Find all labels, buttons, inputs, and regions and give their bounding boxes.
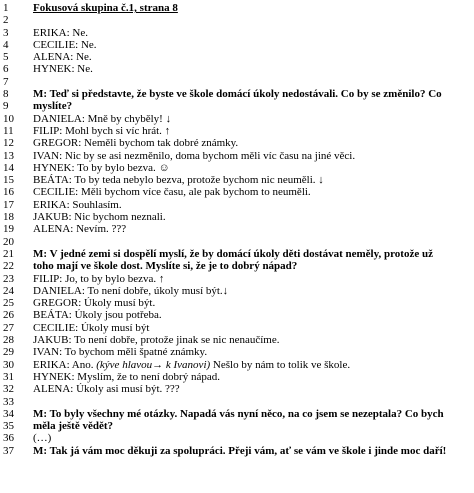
text-segment: CECILIE: Měli bychom více času, ale pak bychom to neuměli. xyxy=(33,186,311,199)
line-number: 13 xyxy=(3,149,14,162)
line-text xyxy=(33,125,474,137)
transcript-line xyxy=(0,297,474,309)
line-text xyxy=(33,39,474,51)
transcript-line xyxy=(0,248,474,260)
line-number: 23 xyxy=(3,272,14,285)
text-segment: toho mají ve škole dost. Myslíte si, že je to dobrý nápad? xyxy=(33,260,298,273)
line-text xyxy=(33,309,474,321)
text-segment: CECILIE: Úkoly musí být xyxy=(33,321,150,334)
text-segment: HYNEK: Myslím, že to není dobrý nápad. xyxy=(33,370,220,383)
line-number: 1 xyxy=(3,2,9,14)
transcript-line xyxy=(0,162,474,174)
line-text xyxy=(33,199,474,211)
line-number: 35 xyxy=(3,420,14,433)
transcript-line xyxy=(0,51,474,63)
text-segment: JAKUB: To není dobře, protože jinak se nic nenaučíme. xyxy=(33,334,280,347)
transcript-line xyxy=(0,137,474,149)
text-segment: CECILIE: Ne. xyxy=(33,38,97,51)
transcript-line xyxy=(0,113,474,125)
line-number: 18 xyxy=(3,211,14,224)
line-number: 25 xyxy=(3,297,14,310)
transcript-line xyxy=(0,174,474,186)
text-segment: HYNEK: Ne. xyxy=(33,63,93,76)
line-number: 5 xyxy=(3,51,9,64)
transcript-line xyxy=(0,199,474,211)
document-title: Fokusová skupina č.1, strana 8 xyxy=(33,2,178,14)
transcript-line xyxy=(0,396,474,408)
line-text xyxy=(33,51,474,63)
transcript-line xyxy=(0,211,474,223)
text-segment: IVAN: Nic by se asi nezměnilo, doma bychom měli víc času na jiné věci. xyxy=(33,149,356,162)
line-number: 28 xyxy=(3,334,14,347)
transcript-line xyxy=(0,186,474,198)
transcript-document xyxy=(0,2,474,457)
text-segment: (kýve hlavou→ k Ivanovi) xyxy=(96,358,211,371)
line-number: 11 xyxy=(3,124,14,137)
transcript-line xyxy=(0,273,474,285)
text-segment: ERIKA: Ne. xyxy=(33,26,88,39)
line-number: 10 xyxy=(3,112,14,125)
line-number: 33 xyxy=(3,395,14,408)
line-number: 7 xyxy=(3,75,9,88)
text-segment: FILIP: Jo, to by bylo bezva. ↑ xyxy=(33,272,165,285)
line-number: 22 xyxy=(3,260,14,273)
line-number: 21 xyxy=(3,247,14,260)
line-number: 3 xyxy=(3,26,9,39)
line-text xyxy=(33,334,474,346)
line-number: 19 xyxy=(3,223,14,236)
text-segment: ERIKA: Souhlasím. xyxy=(33,198,122,211)
line-number: 32 xyxy=(3,383,14,396)
transcript-line xyxy=(0,27,474,39)
text-segment: GREGOR: Úkoly musí být. xyxy=(33,297,156,310)
line-number: 17 xyxy=(3,198,14,211)
text-segment: JAKUB: Nic bychom neznali. xyxy=(33,211,166,224)
line-number: 14 xyxy=(3,161,14,174)
line-text xyxy=(33,420,474,432)
text-segment: IVAN: To bychom měli špatné známky. xyxy=(33,346,208,359)
line-number: 26 xyxy=(3,309,14,322)
transcript-line xyxy=(0,420,474,432)
transcript-line xyxy=(0,39,474,51)
transcript-line xyxy=(0,309,474,321)
line-number: 16 xyxy=(3,186,14,199)
line-number: 2 xyxy=(3,14,9,27)
transcript-line xyxy=(0,334,474,346)
transcript-line xyxy=(0,260,474,272)
transcript-line xyxy=(0,236,474,248)
line-text xyxy=(33,273,474,285)
line-text xyxy=(33,359,474,371)
text-segment: M: Teď si představte, že byste ve škole domácí úkoly nedostávali. Co by se změnilo? Co xyxy=(33,88,442,101)
transcript-line xyxy=(0,346,474,358)
transcript-line xyxy=(0,100,474,112)
text-segment: ALENA: Úkoly asi musí být. ??? xyxy=(33,383,180,396)
line-text xyxy=(33,236,474,248)
line-number: 36 xyxy=(3,432,14,445)
transcript-line xyxy=(0,383,474,395)
transcript-line xyxy=(0,322,474,334)
transcript-line xyxy=(0,371,474,383)
line-text xyxy=(33,14,474,26)
text-segment: DANIELA: Mně by chyběly! ↓ xyxy=(33,112,172,125)
line-text xyxy=(33,297,474,309)
text-segment: ALENA: Ne. xyxy=(33,51,92,64)
line-number: 20 xyxy=(3,235,14,248)
text-segment: M: To byly všechny mé otázky. Napadá vás nyní něco, na co jsem se nezeptala? Co bych xyxy=(33,407,444,420)
text-segment: HYNEK: To by bylo bezva. ☺ xyxy=(33,161,170,174)
line-text xyxy=(33,260,474,272)
transcript-line xyxy=(0,285,474,297)
text-segment: ERIKA: Ano. xyxy=(33,358,97,371)
line-text xyxy=(33,76,474,88)
line-text xyxy=(33,285,474,297)
line-text xyxy=(33,383,474,395)
line-number: 24 xyxy=(3,284,14,297)
text-segment: BEÁTA: Úkoly jsou potřeba. xyxy=(33,309,162,322)
line-number: 4 xyxy=(3,38,9,51)
line-text xyxy=(33,396,474,408)
line-number: 12 xyxy=(3,137,14,150)
line-text xyxy=(33,150,474,162)
line-text xyxy=(33,63,474,75)
line-text xyxy=(33,100,474,112)
text-segment: M: V jedné zemi si dospělí myslí, že by domácí úkoly děti dostávat neměly, protože už xyxy=(33,247,433,260)
transcript-line xyxy=(0,150,474,162)
line-text xyxy=(33,137,474,149)
transcript-line xyxy=(0,432,474,444)
line-number: 31 xyxy=(3,370,14,383)
text-segment: měla ještě vědět? xyxy=(33,420,114,433)
transcript-line xyxy=(0,359,474,371)
line-text xyxy=(33,2,474,14)
text-segment: Nešlo by nám to tolik ve škole. xyxy=(210,358,351,371)
line-number: 29 xyxy=(3,346,14,359)
line-text xyxy=(33,445,474,457)
transcript-line xyxy=(0,223,474,235)
line-number: 27 xyxy=(3,321,14,334)
transcript-line xyxy=(0,76,474,88)
transcript-line xyxy=(0,2,474,14)
line-number: 34 xyxy=(3,407,14,420)
text-segment: myslíte? xyxy=(33,100,73,113)
line-number: 6 xyxy=(3,63,9,76)
line-text xyxy=(33,223,474,235)
line-text xyxy=(33,432,474,444)
text-segment: FILIP: Mohl bych si víc hrát. ↑ xyxy=(33,124,171,137)
transcript-line xyxy=(0,14,474,26)
transcript-line xyxy=(0,408,474,420)
line-text xyxy=(33,346,474,358)
line-text xyxy=(33,174,474,186)
text-segment: BEÁTA: To by teda nebylo bezva, protože bychom nic neuměli. ↓ xyxy=(33,174,324,187)
text-segment: (…) xyxy=(33,432,52,445)
line-text xyxy=(33,322,474,334)
text-segment: DANIELA: To není dobře, úkoly musí být.↓ xyxy=(33,284,229,297)
line-text xyxy=(33,408,474,420)
line-number: 30 xyxy=(3,358,14,371)
line-text xyxy=(33,211,474,223)
transcript-line xyxy=(0,88,474,100)
line-text xyxy=(33,27,474,39)
line-text xyxy=(33,371,474,383)
line-number: 37 xyxy=(3,444,14,457)
transcript-line xyxy=(0,445,474,457)
line-number: 8 xyxy=(3,88,9,101)
line-text xyxy=(33,162,474,174)
text-segment: M: Tak já vám moc děkuji za spolupráci. Přeji vám, ať se vám ve škole i jinde moc daří! xyxy=(33,444,447,457)
transcript-line xyxy=(0,125,474,137)
transcript-line xyxy=(0,63,474,75)
line-text xyxy=(33,88,474,100)
line-text xyxy=(33,248,474,260)
text-segment: ALENA: Nevím. ??? xyxy=(33,223,127,236)
text-segment: GREGOR: Neměli bychom tak dobré známky. xyxy=(33,137,239,150)
line-text xyxy=(33,113,474,125)
line-text xyxy=(33,186,474,198)
line-number: 9 xyxy=(3,100,9,113)
line-number: 15 xyxy=(3,174,14,187)
